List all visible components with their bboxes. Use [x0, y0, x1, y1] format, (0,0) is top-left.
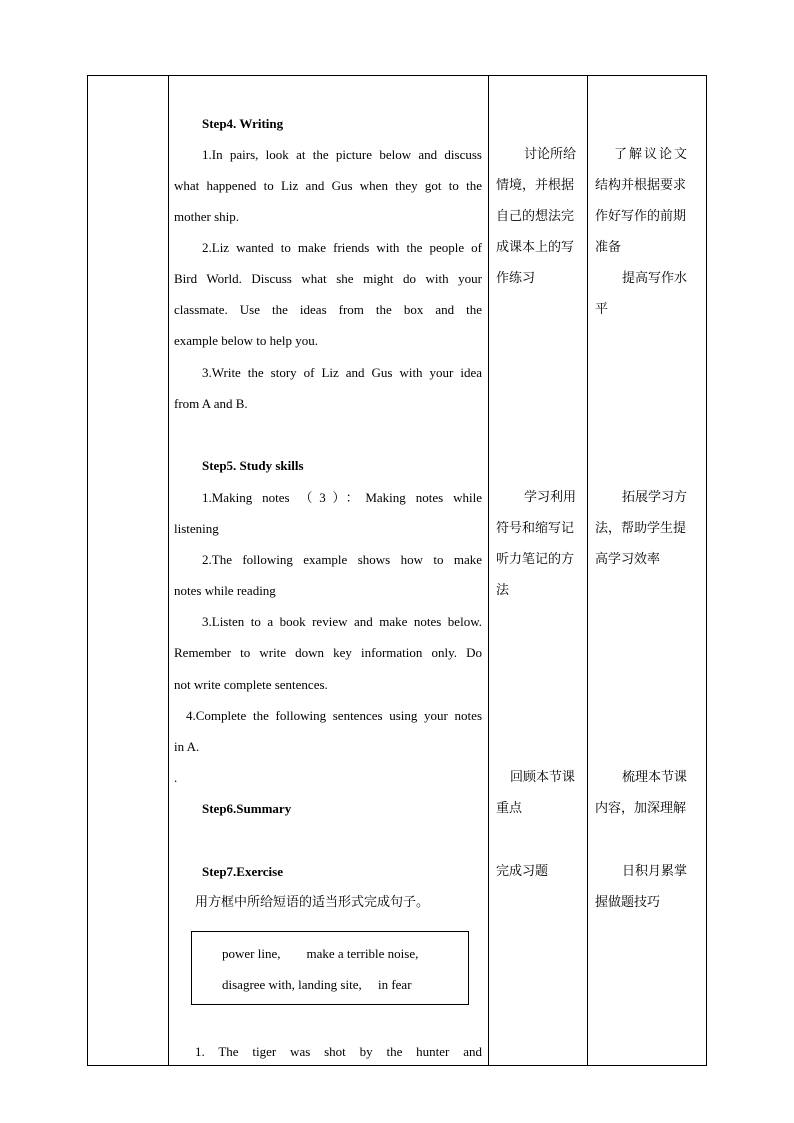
phrase-box-line: power line, make a terrible noise,	[222, 946, 419, 961]
col4-step5-line: 拓展学习方	[622, 490, 688, 505]
col3-step6-line: 重点	[496, 801, 523, 816]
step4-line: Bird World. Discuss what she might do with your	[174, 271, 482, 286]
col4-step4-line: 平	[595, 302, 609, 317]
step5-line: in A.	[174, 739, 200, 754]
stray-dot: .	[174, 770, 178, 785]
col3-step5-line: 符号和缩写记	[496, 521, 575, 536]
step5-line: 3.Listen to a book review and make notes below.	[202, 614, 482, 629]
col4-step4-line: 结构并根据要求	[595, 178, 687, 193]
col4-step4-line: 准备	[595, 240, 622, 255]
step4-line: mother ship.	[174, 209, 239, 224]
step5-line: Remember to write down key information only. Do	[174, 645, 482, 660]
step4-title: Step4. Writing	[202, 116, 284, 131]
step4-line: example below to help you.	[174, 333, 319, 348]
step4-line: from A and B.	[174, 396, 248, 411]
column-divider	[168, 76, 169, 1065]
phrase-box-line: disagree with, landing site, in fear	[222, 977, 412, 992]
col4-step6-line: 内容，加深理解	[595, 801, 687, 816]
step6-title: Step6.Summary	[202, 801, 292, 816]
step5-line: listening	[174, 521, 219, 536]
col4-step4-line: 作好写作的前期	[595, 209, 687, 224]
col4-step6-line: 梳理本节课	[622, 770, 688, 785]
col3-step6-line: 回顾本节课	[510, 770, 576, 785]
step5-line: 2.The following example shows how to make	[202, 552, 482, 567]
column-divider	[587, 76, 588, 1065]
step4-line: classmate. Use the ideas from the box and the	[174, 302, 482, 317]
step5-title: Step5. Study skills	[202, 458, 304, 473]
column-divider	[488, 76, 489, 1065]
col4-step7-line: 日积月累掌	[622, 864, 688, 879]
step7-instruction: 用方框中所给短语的适当形式完成句子。	[195, 895, 430, 910]
col4-step5-line: 高学习效率	[595, 552, 661, 567]
col4-step5-line: 法，帮助学生提	[595, 521, 687, 536]
col4-step4-line: 了解议论文	[614, 147, 690, 162]
col3-step4-line: 作练习	[496, 271, 536, 286]
col3-step4-line: 情境，并根据	[496, 178, 575, 193]
col3-step4-line: 成课本上的写	[496, 240, 575, 255]
col3-step5-line: 法	[496, 583, 510, 598]
step4-line: 1.In pairs, look at the picture below and discuss	[202, 147, 482, 162]
step5-line: 1.Making notes （3）：Making notes while	[202, 490, 482, 505]
col4-step4-line: 提高写作水	[622, 271, 688, 286]
step4-line: 3.Write the story of Liz and Gus with your idea	[202, 365, 482, 380]
col3-step7-line: 完成习题	[496, 864, 549, 879]
col3-step4-line: 自己的想法完	[496, 209, 575, 224]
step7-title: Step7.Exercise	[202, 864, 283, 879]
step5-line: 4.Complete the following sentences using your notes	[186, 708, 482, 723]
col4-step7-line: 握做题技巧	[595, 895, 661, 910]
col3-step5-line: 听力笔记的方	[496, 552, 575, 567]
col3-step5-line: 学习利用	[524, 490, 577, 505]
step4-line: 2.Liz wanted to make friends with the people of	[202, 240, 482, 255]
step5-line: notes while reading	[174, 583, 276, 598]
step5-line: not write complete sentences.	[174, 677, 328, 692]
step4-line: what happened to Liz and Gus when they got to the	[174, 178, 482, 193]
col3-step4-line: 讨论所给	[524, 147, 577, 162]
exercise-question-1: 1. The tiger was shot by the hunter and	[195, 1044, 482, 1059]
